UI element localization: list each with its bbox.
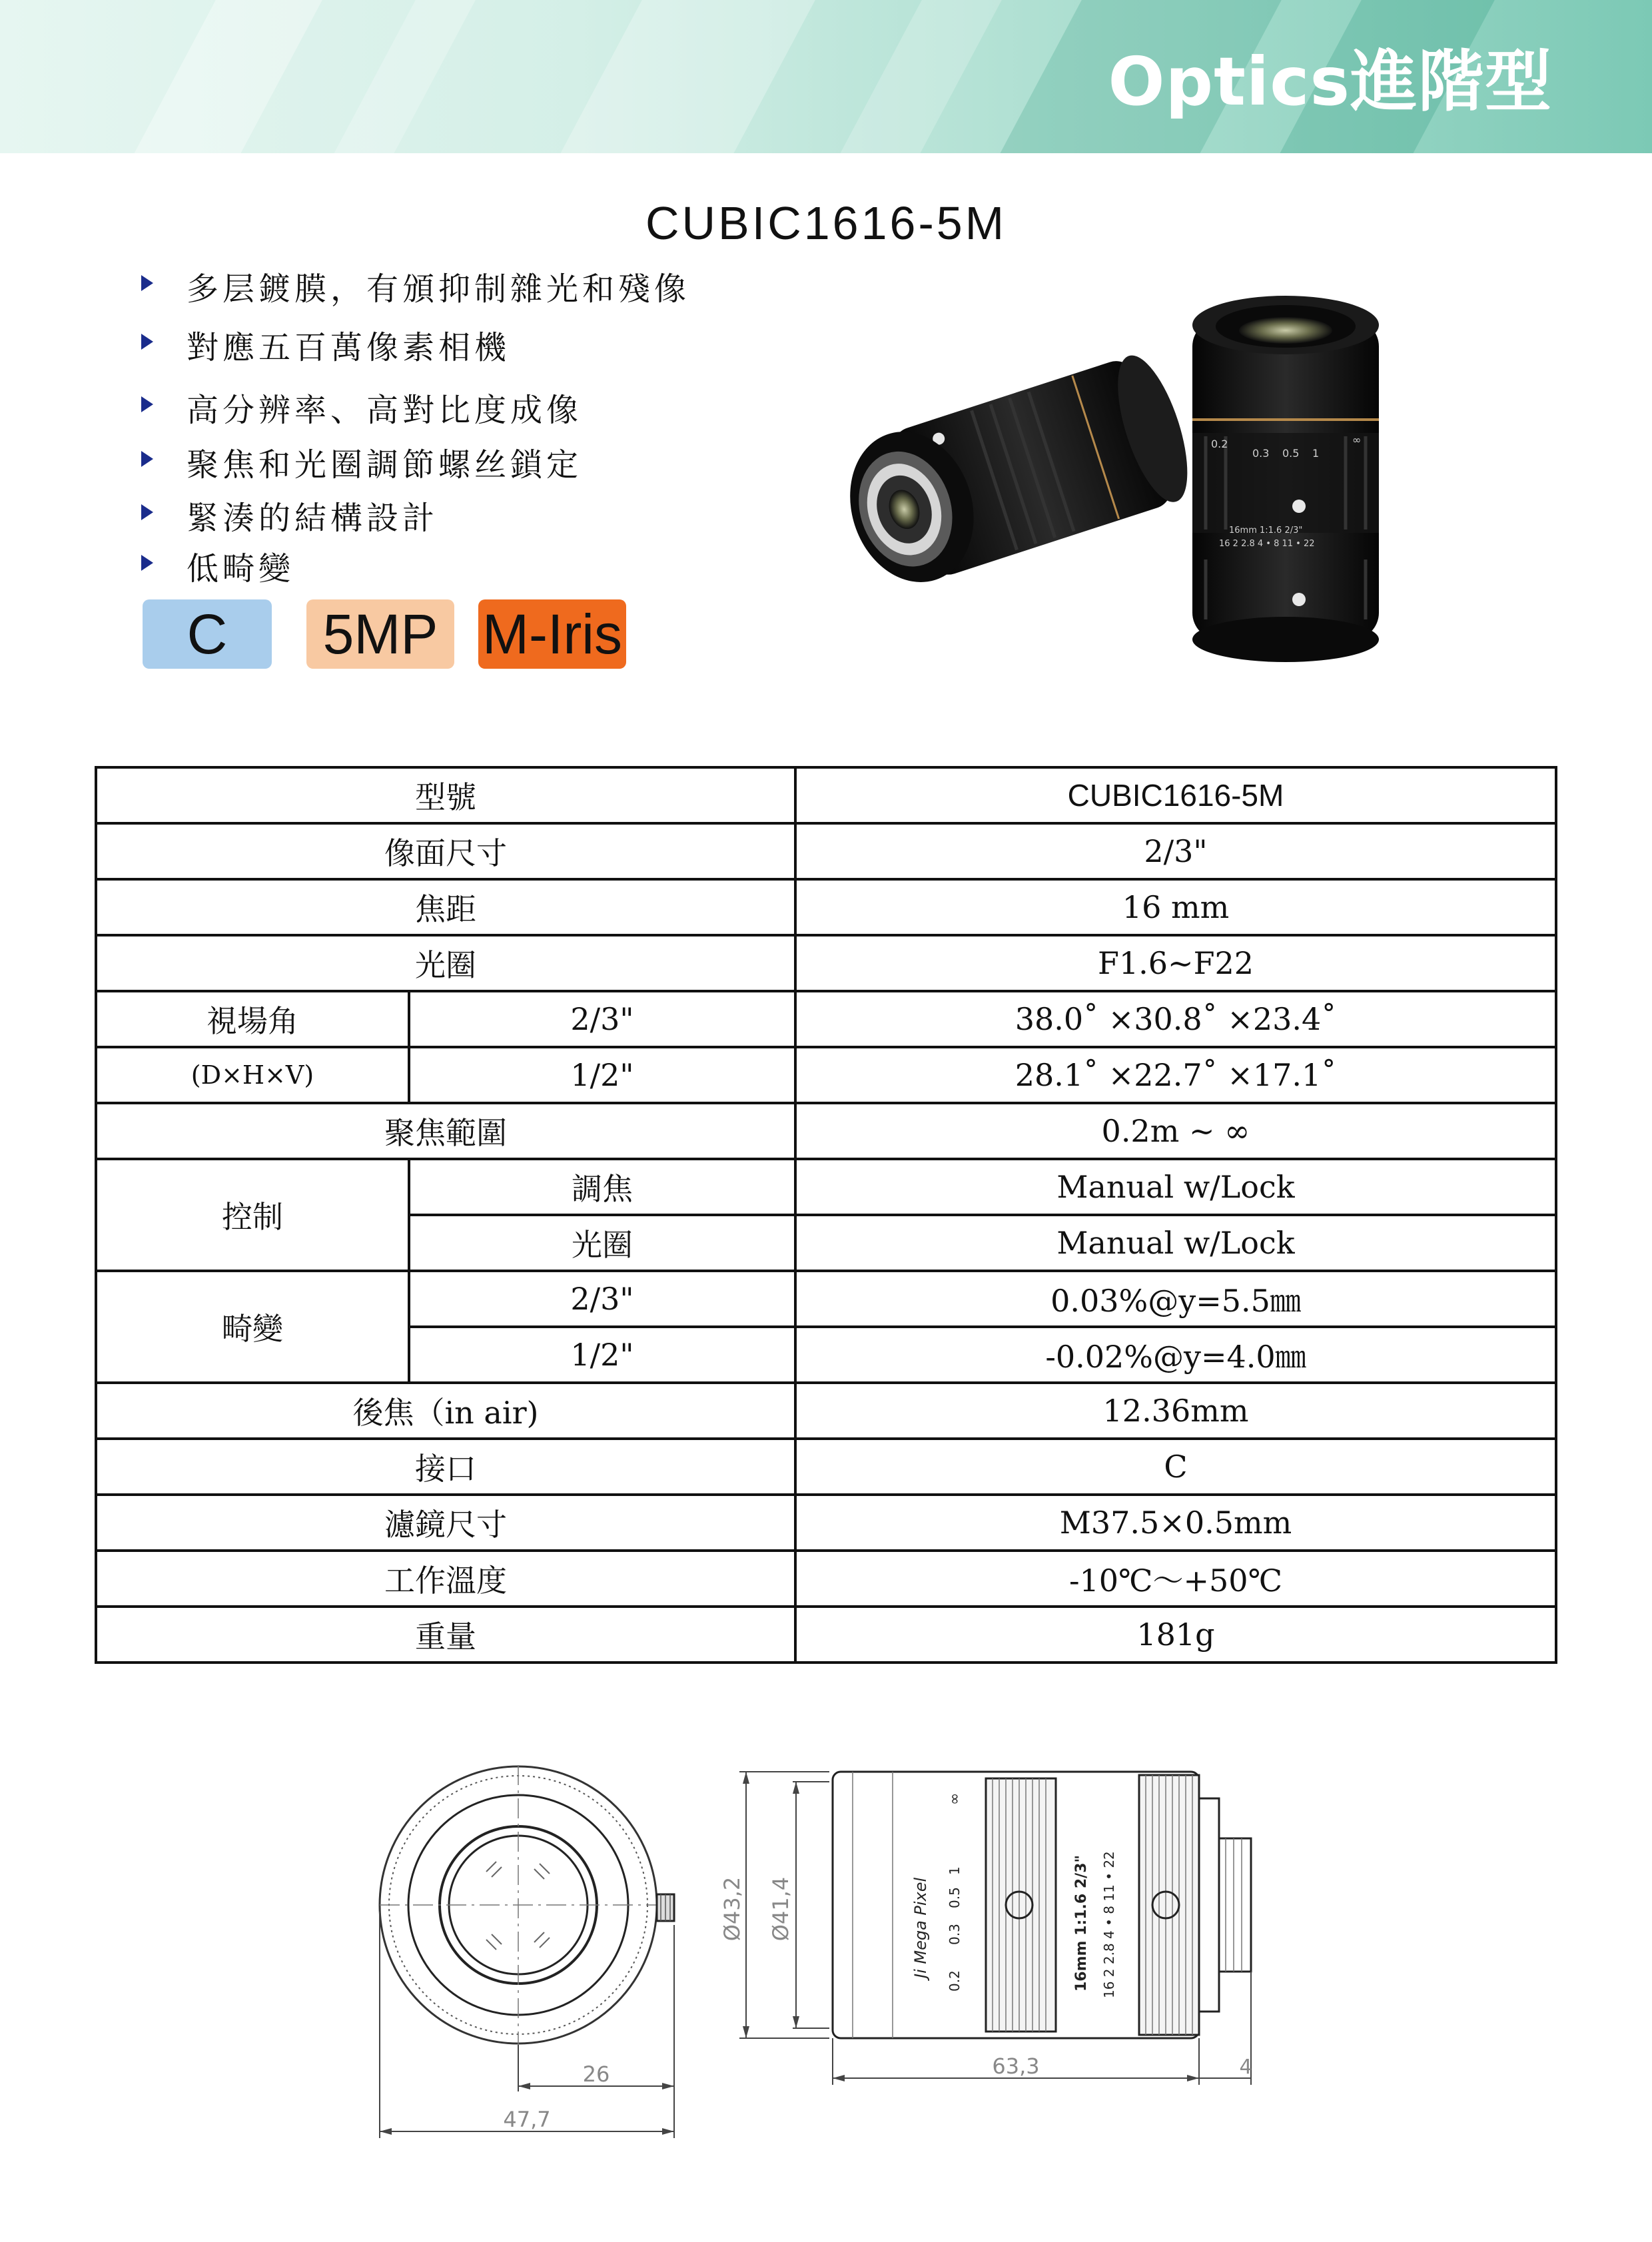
table-row	[96, 1439, 1556, 1495]
bullet-icon	[141, 504, 153, 520]
side-iris-scale: 16 2 2.8 4 • 8 11 • 22	[1101, 1851, 1117, 1998]
dim-front-total: 47,7	[503, 2107, 551, 2132]
spec-sublabel-dist-12: 1/2"	[409, 1327, 795, 1383]
spec-label-back-focus: 後焦（in air)	[96, 1383, 795, 1439]
iris-tag: M-Iris	[478, 599, 626, 669]
spec-label-weight: 重量	[96, 1607, 795, 1663]
photo-focus-scale: 0.3	[1252, 447, 1270, 460]
spec-label-image-size: 像面尺寸	[96, 823, 795, 879]
spec-sublabel-fov-23: 2/3"	[409, 991, 795, 1047]
photo-focus-scale: 1	[1312, 447, 1320, 460]
technical-drawing	[360, 1752, 1306, 2151]
product-photo	[846, 293, 1419, 666]
product-title: CUBIC1616-5M	[645, 197, 1007, 249]
dim-outer-diameter: Ø43,2	[719, 1876, 745, 1942]
side-focus-scale: 0.2	[947, 1970, 963, 1992]
feature-text: 低畸變	[187, 550, 295, 587]
feature-text: 對應五百萬像素相機	[187, 329, 511, 366]
spec-label-distortion: 畸變	[96, 1271, 409, 1383]
banner-title: Optics進階型	[1108, 43, 1552, 121]
feature-text: 聚焦和光圈調節螺丝鎖定	[187, 446, 583, 484]
spec-label-fov: 視場角	[96, 991, 409, 1047]
banner-stripe	[316, 0, 490, 153]
dim-front-depth: 26	[582, 2061, 610, 2087]
spec-label-filter: 濾鏡尺寸	[96, 1495, 795, 1551]
feature-item	[141, 543, 690, 593]
bullet-icon	[141, 451, 153, 467]
bullet-icon	[141, 275, 153, 291]
table-row	[96, 1047, 1556, 1103]
side-view	[833, 1772, 1251, 2038]
spec-label-focus-range: 聚焦範圍	[96, 1103, 795, 1159]
spec-value-weight: 181g	[795, 1607, 1556, 1663]
feature-item	[141, 384, 690, 439]
table-row	[96, 823, 1556, 879]
upright-lens	[1192, 296, 1379, 662]
side-focus-scale: 0.5	[947, 1887, 963, 1908]
spec-value-dist-12: -0.02%@y=4.0㎜	[795, 1327, 1556, 1383]
spec-label-iris: 光圈	[96, 935, 795, 991]
feature-item	[141, 439, 690, 492]
spec-value-mount: C	[795, 1439, 1556, 1495]
feature-text: 高分辨率、高對比度成像	[187, 392, 583, 429]
table-row	[96, 1607, 1556, 1663]
spec-label-temp: 工作溫度	[96, 1551, 795, 1607]
spec-value-temp: -10℃～+50℃	[795, 1551, 1556, 1607]
feature-item	[141, 263, 690, 322]
spec-value-fov-12: 28.1˚ ×22.7˚ ×17.1˚	[795, 1047, 1556, 1103]
spec-value-iris: F1.6~F22	[795, 935, 1556, 991]
table-row	[96, 1383, 1556, 1439]
feature-text: 多层鍍膜，有頒抑制雜光和殘像	[187, 270, 691, 308]
spec-label-control: 控制	[96, 1159, 409, 1271]
photo-model-text: 16mm 1:1.6 2/3"	[1229, 526, 1303, 536]
dim-length: 63,3	[992, 2054, 1040, 2079]
side-focus-scale: 0.3	[947, 1924, 963, 1945]
spec-label-model: 型號	[96, 767, 795, 823]
front-dimensions	[380, 1912, 674, 2138]
banner-stripe	[117, 0, 336, 153]
spec-value-back-focus: 12.36mm	[795, 1383, 1556, 1439]
spec-value-image-size: 2/3"	[795, 823, 1556, 879]
side-focus-scale: ∞	[947, 1792, 963, 1805]
spec-value-filter: M37.5×0.5mm	[795, 1495, 1556, 1551]
photo-focus-scale: 0.5	[1282, 447, 1300, 460]
table-row	[96, 1103, 1556, 1159]
spec-value-focus-range: 0.2m ~ ∞	[795, 1103, 1556, 1159]
front-view	[380, 1765, 674, 2045]
spec-label-focal: 焦距	[96, 879, 795, 935]
spec-value-fov-23: 38.0˚ ×30.8˚ ×23.4˚	[795, 991, 1556, 1047]
table-row	[96, 1271, 1556, 1327]
spec-value-model: CUBIC1616-5M	[795, 767, 1556, 823]
mount-tag: C	[143, 599, 272, 669]
table-row	[96, 767, 1556, 823]
spec-value-dist-23: 0.03%@y=5.5㎜	[795, 1271, 1556, 1327]
feature-list	[141, 263, 690, 593]
bullet-icon	[141, 396, 153, 412]
feature-text: 緊湊的結構設計	[187, 500, 439, 537]
photo-iris-scale: 16 2 2.8 4 • 8 11 • 22	[1219, 539, 1315, 549]
header-banner	[0, 0, 1652, 153]
bullet-icon	[141, 555, 153, 571]
side-brand: Ji Mega Pixel	[911, 1877, 930, 1978]
bullet-icon	[141, 334, 153, 350]
dim-inner-diameter: Ø41,4	[768, 1876, 793, 1942]
table-row	[96, 1159, 1556, 1215]
table-row	[96, 991, 1556, 1047]
feature-item	[141, 322, 690, 384]
side-focus-scale: 1	[947, 1866, 963, 1875]
spec-sublabel-control-focus: 調焦	[409, 1159, 795, 1215]
photo-focus-scale: 0.2	[1211, 438, 1228, 450]
side-model-text: 16mm 1:1.6 2/3"	[1073, 1855, 1090, 1992]
spec-value-control-iris: Manual w/Lock	[795, 1215, 1556, 1271]
dim-mount: 4	[1239, 2055, 1252, 2079]
spec-table	[95, 766, 1557, 1664]
spec-sublabel-dist-23: 2/3"	[409, 1271, 795, 1327]
table-row	[96, 935, 1556, 991]
table-row	[96, 879, 1556, 935]
spec-value-control-focus: Manual w/Lock	[795, 1159, 1556, 1215]
resolution-tag: 5MP	[306, 599, 454, 669]
table-row	[96, 1495, 1556, 1551]
spec-label-mount: 接口	[96, 1439, 795, 1495]
table-row	[96, 1551, 1556, 1607]
tilted-lens	[846, 348, 1202, 598]
spec-sublabel-fov-12: 1/2"	[409, 1047, 795, 1103]
photo-focus-scale: ∞	[1352, 434, 1362, 446]
spec-sublabel-control-iris: 光圈	[409, 1215, 795, 1271]
feature-item	[141, 492, 690, 543]
banner-stripe	[543, 0, 829, 153]
spec-label-fov-dims: (D×H×V)	[96, 1047, 409, 1103]
spec-value-focal: 16 mm	[795, 879, 1556, 935]
banner-stripe	[823, 0, 1016, 153]
